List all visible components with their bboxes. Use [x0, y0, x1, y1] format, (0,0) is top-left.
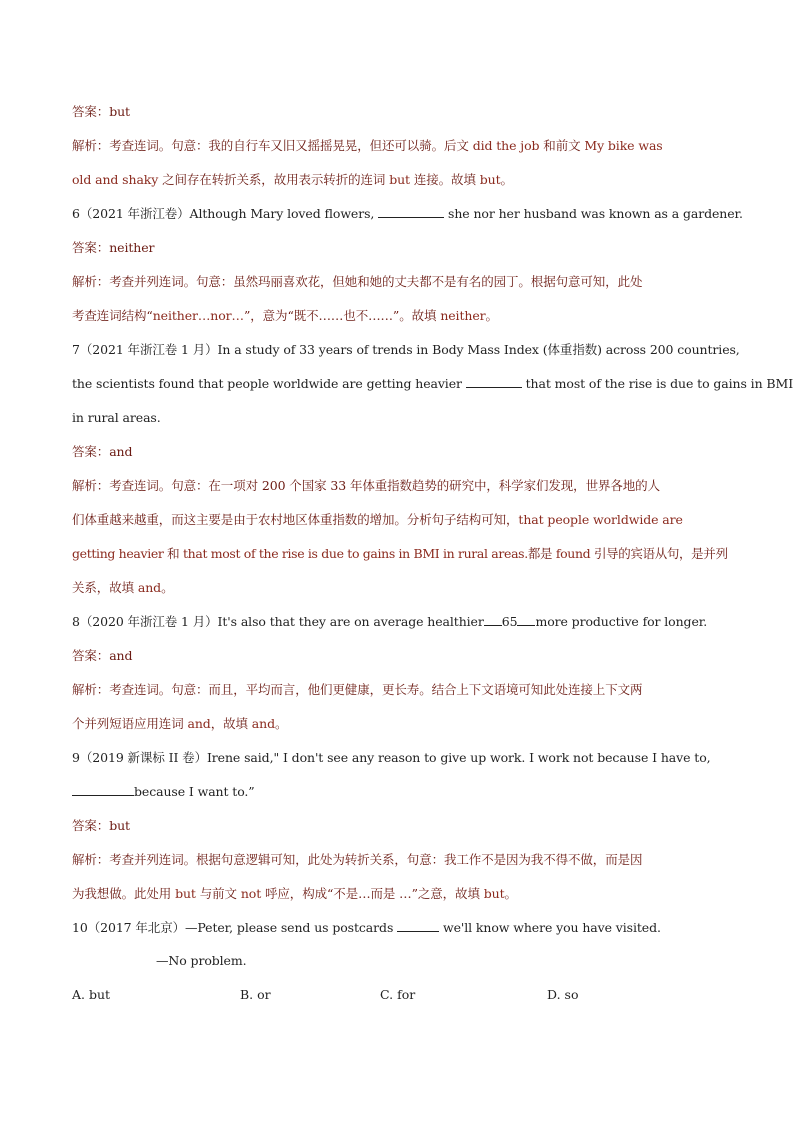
- analysis-text: ”，意为“既不……也不……”。故填: [243, 308, 441, 323]
- q6-analysis-line2: [72, 307, 724, 325]
- analysis-english: that people worldwide are: [518, 512, 683, 527]
- analysis-text: 考查连词。句意：而且，平均而言，他们更健康，更长寿。结合上下文语境可知此处连接上下文两: [109, 682, 643, 697]
- reply-text: —No problem.: [156, 953, 247, 968]
- analysis-label: 解析：: [72, 274, 110, 289]
- q10-question: [72, 919, 724, 937]
- q6-answer: [72, 239, 724, 257]
- analysis-english: found: [555, 546, 591, 561]
- analysis-text: 呼应，构成“不是…而是 …”之意，故填: [261, 886, 484, 901]
- answer-blank: [517, 613, 535, 626]
- analysis-text: 关系，故填: [72, 580, 138, 595]
- answer-label: 答案：: [72, 444, 110, 459]
- analysis-text: 和前文: [539, 138, 585, 153]
- analysis-text: 和: [163, 546, 183, 561]
- analysis-label: 解析：: [72, 682, 110, 697]
- q9-question-line1: [72, 749, 724, 767]
- analysis-label: 解析：: [72, 138, 110, 153]
- analysis-english: neither: [440, 308, 486, 323]
- question-text: more productive for longer.: [535, 614, 708, 629]
- question-number: 7: [72, 342, 80, 357]
- q5-analysis-line1: [72, 137, 724, 155]
- analysis-english: but: [479, 172, 501, 187]
- analysis-text: 。: [275, 716, 288, 731]
- analysis-text: 。: [504, 886, 517, 901]
- analysis-english: getting heavier: [72, 546, 164, 561]
- question-text: that most of the rise is due to gains in BMI: [521, 376, 794, 391]
- question-source: （2021 年浙江卷 1 月）: [79, 342, 218, 357]
- analysis-english: and: [137, 580, 162, 595]
- question-source: （2020 年浙江卷 1 月）: [79, 614, 218, 629]
- question-number: 10: [72, 920, 88, 935]
- analysis-english: neither…nor…: [152, 308, 244, 323]
- analysis-english: but: [175, 886, 196, 901]
- answer-blank: [397, 919, 439, 932]
- analysis-text: 。: [485, 308, 498, 323]
- question-source: （2017 年北京）: [87, 920, 186, 935]
- option-a[interactable]: A. but: [72, 987, 111, 1002]
- q6-analysis-line1: [72, 273, 724, 291]
- answer-value: and: [109, 648, 133, 663]
- analysis-english: old and shaky: [72, 172, 159, 187]
- question-number: 8: [72, 614, 80, 629]
- question-text: because I want to.”: [134, 784, 255, 799]
- answer-blank: [484, 613, 502, 626]
- question-text: ) across 200 countries,: [597, 342, 740, 357]
- analysis-english: did the job: [472, 138, 540, 153]
- analysis-text: 个并列短语应用连词: [72, 716, 188, 731]
- analysis-text: 考查并列连词。句意：虽然玛丽喜欢花，但她和她的丈夫都不是有名的园丁。根据句意可知，此处: [109, 274, 643, 289]
- question-text: in rural areas.: [72, 410, 161, 425]
- analysis-english: and: [251, 716, 275, 731]
- analysis-text: 们体重越来越重，而这主要是由于农村地区体重指数的增加。分析句子结构可知，: [72, 512, 519, 527]
- analysis-text: 连接。故填: [409, 172, 480, 187]
- analysis-text: 。: [500, 172, 513, 187]
- option-b[interactable]: B. or: [240, 987, 271, 1002]
- q6-question: [72, 205, 743, 223]
- q10-reply: [156, 952, 716, 970]
- question-text: Although Mary loved flowers,: [189, 206, 379, 221]
- option-c[interactable]: C. for: [380, 987, 416, 1002]
- option-d[interactable]: D. so: [547, 987, 579, 1002]
- q9-answer: [72, 817, 724, 835]
- analysis-text: 为我想做。此处用: [72, 886, 176, 901]
- q9-analysis-line2: [72, 885, 724, 903]
- blank-number: 65: [501, 614, 518, 629]
- answer-label: 答案：: [72, 648, 110, 663]
- question-source: （2019 新课标 II 卷）: [79, 750, 207, 765]
- analysis-text: 考查并列连词。根据句意逻辑可知，此处为转折关系，句意：我工作不是因为我不得不做，而是因: [109, 852, 643, 867]
- analysis-english: but: [483, 886, 505, 901]
- analysis-text: 考查连词结构“: [72, 308, 153, 323]
- answer-label: 答案：: [72, 818, 110, 833]
- q8-analysis-line1: [72, 681, 724, 699]
- question-text: It's also that they are on average healthier: [217, 614, 484, 629]
- analysis-english: not: [240, 886, 262, 901]
- analysis-text: ，故填: [210, 716, 252, 731]
- question-text: In a study of 33 years of trends in Body Mass Index (: [217, 342, 548, 357]
- question-number: 9: [72, 750, 80, 765]
- answer-blank: [72, 783, 134, 796]
- answer-value: but: [109, 104, 130, 119]
- answer-label: 答案：: [72, 240, 110, 255]
- q7-analysis-line3: [72, 545, 728, 563]
- q7-question-line1: [72, 341, 740, 359]
- q8-question: [72, 613, 724, 631]
- q7-answer: [72, 443, 724, 461]
- analysis-text: 与前文: [195, 886, 241, 901]
- q7-analysis-line4: [72, 579, 724, 597]
- q7-question-line2: [72, 375, 794, 393]
- question-text: —Peter, please send us postcards: [185, 920, 398, 935]
- q8-analysis-line2: [72, 715, 724, 733]
- analysis-text: 。: [161, 580, 174, 595]
- analysis-text: 考查连词。句意：在一项对 200 个国家 33 年体重指数趋势的研究中，科学家们发现，世界各地的人: [109, 478, 660, 493]
- q9-analysis-line1: [72, 851, 724, 869]
- analysis-text: 都是: [527, 546, 556, 561]
- answer-value: but: [109, 818, 130, 833]
- analysis-english: My bike was: [584, 138, 663, 153]
- analysis-english: but: [389, 172, 410, 187]
- analysis-label: 解析：: [72, 478, 110, 493]
- q8-answer: [72, 647, 724, 665]
- question-text: we'll know where you have visited.: [439, 920, 661, 935]
- analysis-text: 之间存在转折关系，故用表示转折的连词: [158, 172, 390, 187]
- q7-analysis-line1: [72, 477, 724, 495]
- q5-answer: [72, 103, 724, 121]
- answer-label: 答案：: [72, 104, 110, 119]
- answer-blank: [466, 375, 522, 388]
- analysis-text: 引导的宾语从句，是并列: [590, 546, 728, 561]
- analysis-english: and: [187, 716, 211, 731]
- answer-value: and: [109, 444, 133, 459]
- question-source: （2021 年浙江卷）: [79, 206, 190, 221]
- q9-question-line2: [72, 783, 724, 801]
- answer-blank: [378, 205, 444, 218]
- analysis-english: that most of the rise is due to gains in BMI in rural areas.: [182, 546, 528, 561]
- question-text: she nor her husband was known as a gardener.: [444, 206, 743, 221]
- analysis-label: 解析：: [72, 852, 110, 867]
- question-number: 6: [72, 206, 80, 221]
- question-text: 体重指数: [547, 342, 598, 357]
- question-text: the scientists found that people worldwide are getting heavier: [72, 376, 466, 391]
- answer-value: neither: [109, 240, 155, 255]
- q7-question-line3: [72, 409, 724, 427]
- q5-analysis-line2: [72, 171, 724, 189]
- question-text: Irene said," I don't see any reason to give up work. I work not because I have to,: [206, 750, 711, 765]
- q7-analysis-line2: [72, 511, 724, 529]
- analysis-text: 考查连词。句意：我的自行车又旧又摇摇晃晃，但还可以骑。后文: [109, 138, 473, 153]
